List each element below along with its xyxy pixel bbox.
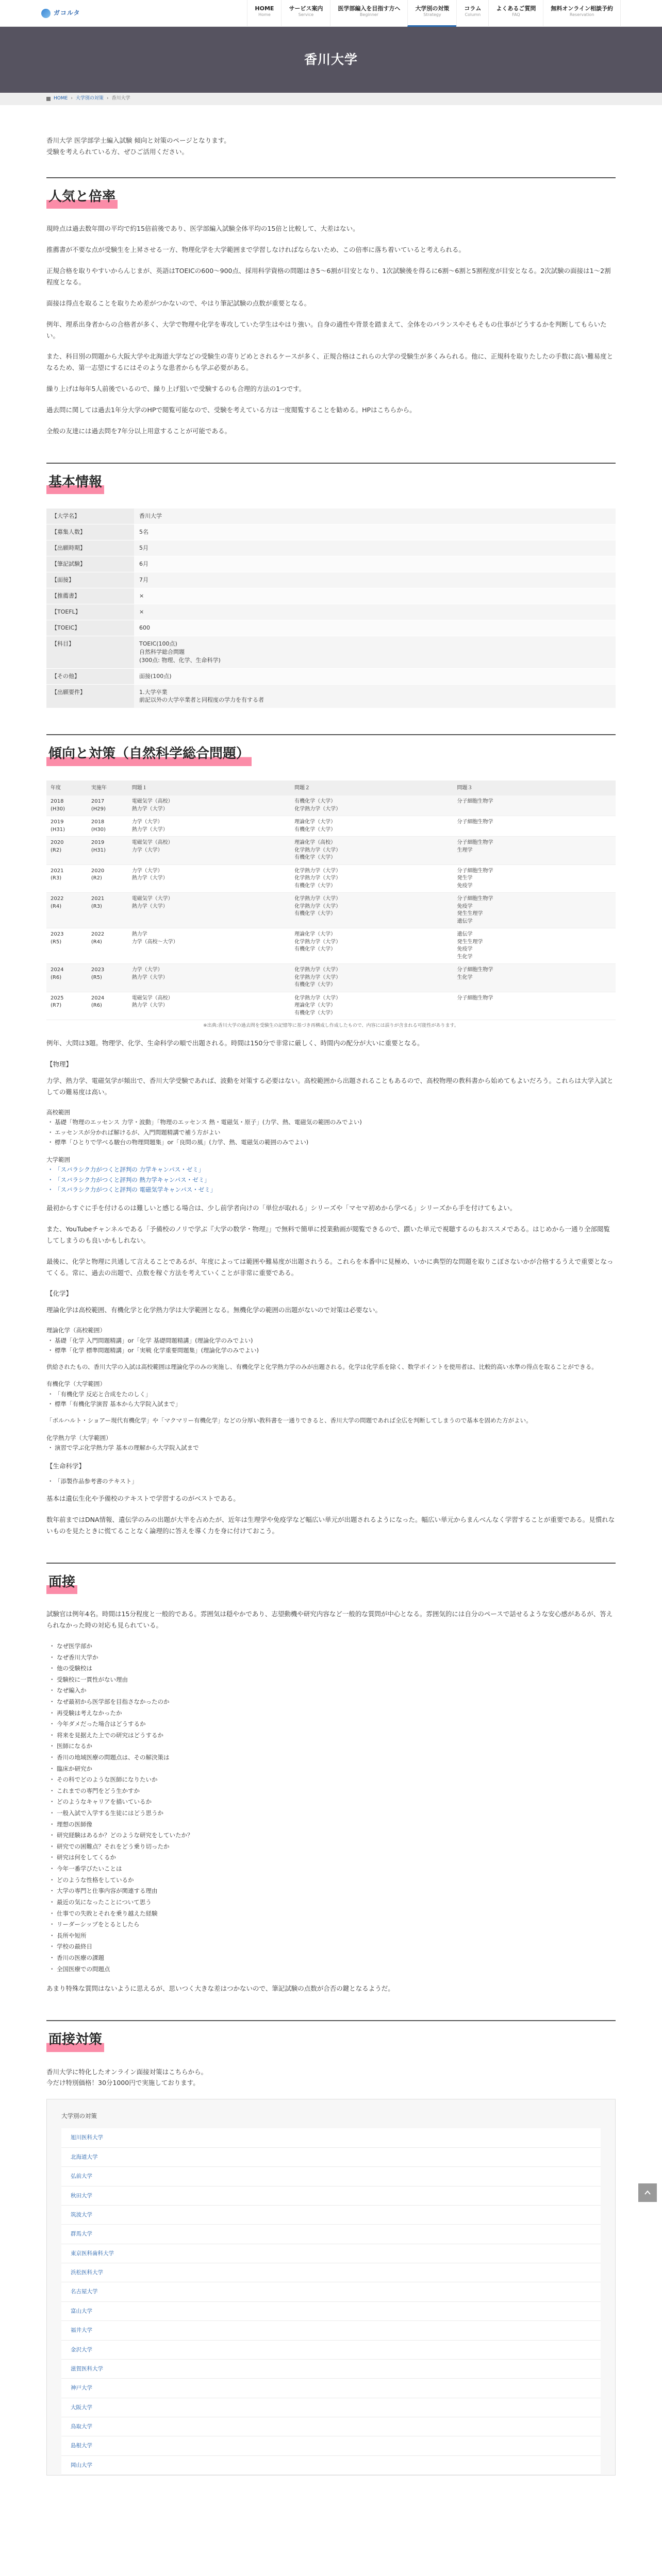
scroll-to-top-button[interactable] xyxy=(638,2183,657,2202)
trend-cell: 2025 (R7) xyxy=(46,992,87,1020)
interview-prep-line: 香川大学に特化したオンライン面接対策はこちらから。 xyxy=(46,2067,208,2076)
info-label: 【大学名】 xyxy=(46,509,134,524)
trend-header-cell: 年度 xyxy=(46,781,87,796)
trend-header-cell: 問題１ xyxy=(128,781,290,796)
section-basic xyxy=(46,463,616,495)
info-label: 【TOEFL】 xyxy=(46,604,134,620)
info-label: 【推薦書】 xyxy=(46,588,134,604)
trend-cell: 力学（大学） 熱力学（大学） xyxy=(128,865,290,893)
trend-row xyxy=(46,992,616,1020)
info-label: 【出願時期】 xyxy=(46,540,134,556)
trend-cell: 2023 (R5) xyxy=(46,928,87,964)
info-value: 1.大学卒業 前記以外の大学卒業者と同程度の学力を有する者 xyxy=(134,684,616,708)
info-value: 面接(100点) xyxy=(134,668,616,684)
university-list-title: 大学別の対策 xyxy=(61,2112,97,2120)
nav-item[interactable] xyxy=(543,0,621,27)
info-value: × xyxy=(134,588,616,604)
book-list-item[interactable]: ・ 「スバラシク力がつくと評判の 熱力学キャンパス・ゼミ」 xyxy=(55,1175,616,1185)
interview-question: ・ なぜ最初から医学部を目指さなかったのか xyxy=(57,1697,616,1708)
popularity-paragraph: 推薦書が不要な点が受験生を上昇させる一方、物理化学を大学範囲まで学習しなければならないため、この倍率に落ち着いていると考えられる。 xyxy=(46,246,466,254)
university-link[interactable]: 旭川医科大学 xyxy=(61,2128,601,2147)
trend-cell: 2024 (R6) xyxy=(87,992,128,1020)
trend-cell: 2021 (R3) xyxy=(87,893,128,928)
section-interview-prep xyxy=(46,2020,616,2052)
university-list-box xyxy=(46,2099,616,2476)
trend-cell: 2019 (H31) xyxy=(87,837,128,865)
university-link[interactable]: 福井大学 xyxy=(61,2321,601,2340)
info-label: 【科目】 xyxy=(46,636,134,668)
interview-prep-line: 今だけ特別価格！30分1000円で実施しております。 xyxy=(46,2079,200,2087)
trend-row xyxy=(46,964,616,992)
physics-paragraph-4: 最後に、化学と物理に共通して言えることであるが、年度によっては範囲や難易度が出題されうる。これらを本番中に見極め、いかに典型的な問題を取りこぼさないかが合格するうえで重要となってくる。常に、過去の出題で、点数を稼ぐ方法を考えていくことが非常に重要である。 xyxy=(46,1257,614,1277)
trend-cell: 電磁気学（高校） 力学（大学） xyxy=(128,837,290,865)
physics-univ-label: 大学範囲 xyxy=(46,1156,70,1163)
section-popularity xyxy=(46,177,616,209)
trend-cell: 2022 (R4) xyxy=(46,893,87,928)
chem-org-note: 「ボルハルト・ショアー現代有機化学」や「マクマリー有機化学」などの分厚い教科書を一通りできると、香川大学の問題であれば全広を判断してしまうので基本を固めた方がよい。 xyxy=(46,1416,532,1424)
info-value: 香川大学 xyxy=(134,509,616,524)
chem-theory-label: 理論化学（高校範囲） xyxy=(46,1327,106,1334)
global-nav xyxy=(247,0,621,27)
popularity-paragraph: 繰り上げは毎年5人前後でいるので、繰り上げ狙いで受験するのも合理的方法の1つです。 xyxy=(46,385,306,393)
interview-closing: あまり特殊な質問はないように思えるが、思いつく大きな差はつかないので、筆記試験の点数が合否の鍵となるようだ。 xyxy=(46,1985,394,1993)
page-hero xyxy=(0,27,662,93)
interview-question: ・ 大学の専門と仕事内容が関連する理由 xyxy=(57,1886,616,1897)
info-row xyxy=(46,684,616,708)
trend-cell: 分子細胞生物学 xyxy=(453,795,616,816)
book-list-item[interactable]: ・ 「スバラシク力がつくと評判の 力学キャンパス・ゼミ」 xyxy=(55,1165,616,1175)
breadcrumb-strategy[interactable]: 大学別の対策 xyxy=(75,96,104,101)
book-list-item[interactable]: ・ 「スバラシク力がつくと評判の 電磁気学キャンパス・ゼミ」 xyxy=(55,1185,616,1195)
nav-item-label: よくあるご質問 xyxy=(496,5,536,12)
interview-question: ・ 理想の医師像 xyxy=(57,1819,616,1831)
info-value: 7月 xyxy=(134,572,616,588)
university-link[interactable]: 名古屋大学 xyxy=(61,2282,601,2301)
info-row xyxy=(46,668,616,684)
chem-theory-note: 供給されたもの、香川大学の入試は高校範囲は理論化学のみの実施し、有機化学と化学熱力学のみが出題される。化学は化学系を除く、数学ポイントを使用者は、比較的高い水準の得点を取ることができる。 xyxy=(46,1363,598,1370)
trend-cell: 理論化学（大学） 有機化学（大学） xyxy=(290,816,453,837)
trend-header-cell: 問題２ xyxy=(290,781,453,796)
trend-row xyxy=(46,865,616,893)
nav-item-label: サービス案内 xyxy=(289,5,323,12)
interview-question: ・ 臨床か研究か xyxy=(57,1764,616,1775)
chem-theory-list xyxy=(46,1336,616,1356)
nav-item-sub: Service xyxy=(298,12,314,17)
trend-cell: 分子細胞生物学 xyxy=(453,992,616,1020)
bio-paragraph-2: 数年前まではDNA情報、遺伝学のみの出題が大半を占めたが、近年は生理学や免疫学など幅広い単元が出題されるようになった。幅広い単元からまんべんなく学習することが重要である。見慣れないものを見たときに慌てることなく論理的に答えを導く力を身に付けておこう。 xyxy=(46,1515,615,1535)
interview-question: ・ 長所や短所 xyxy=(57,1930,616,1942)
site-header xyxy=(0,0,662,27)
section-trend xyxy=(46,734,616,766)
chem-org-list xyxy=(46,1389,616,1410)
trend-cell: 2022 (R4) xyxy=(87,928,128,964)
interview-question: ・ 香川の医療の課題 xyxy=(57,1953,616,1964)
trend-cell: 2023 (R5) xyxy=(87,964,128,992)
interview-question: ・ なぜ香川大学か xyxy=(57,1652,616,1664)
site-logo[interactable] xyxy=(41,5,91,22)
bio-list xyxy=(46,1477,616,1487)
interview-question: ・ 香川の地域医療の問題点は、その解決策は xyxy=(57,1752,616,1764)
breadcrumb-separator: › xyxy=(71,96,73,101)
info-label: 【募集人数】 xyxy=(46,524,134,540)
nav-item-label: 無料オンライン相談予約 xyxy=(551,5,613,12)
trend-cell: 力学（大学） 熱力学（大学） xyxy=(128,964,290,992)
breadcrumb-home[interactable]: HOME xyxy=(54,96,68,101)
book-list-item: ・ 「有機化学 反応と合成をたのしく」 xyxy=(55,1389,616,1400)
chem-thermo-list xyxy=(46,1443,616,1453)
university-link[interactable]: 富山大学 xyxy=(61,2302,601,2321)
info-value: 5月 xyxy=(134,540,616,556)
breadcrumb-separator: › xyxy=(106,96,109,101)
chemistry-paragraph: 理論化学は高校範囲、有機化学と化学熱力学は大学範囲となる。無機化学の範囲の出題がないので対策は必要ない。 xyxy=(46,1306,382,1314)
physics-paragraph: 力学、熱力学、電磁気学が頻出で、香川大学受験であれば、波動を対策する必要はない。高校範囲から出題されることもあるので、高校物理の教科書から始めてもよいだろう。これらは大学入試としての難易度は高い。 xyxy=(46,1076,614,1096)
nav-item-label: コラム xyxy=(464,5,482,12)
nav-item-sub: Reservation xyxy=(569,12,594,17)
trend-cell: 電磁気学（高校） 熱力学（大学） xyxy=(128,992,290,1020)
info-row xyxy=(46,509,616,524)
info-row xyxy=(46,620,616,636)
university-link[interactable]: 鳥取大学 xyxy=(61,2417,601,2436)
interview-question: ・ 医師になるか xyxy=(57,1741,616,1752)
interview-question: ・ 学校の最終日 xyxy=(57,1941,616,1953)
trend-row xyxy=(46,795,616,816)
interview-question: ・ 仕事での失敗とそれを乗り越えた経験 xyxy=(57,1908,616,1920)
nav-item-label: HOME xyxy=(255,5,274,12)
page-title: 香川大学 xyxy=(304,52,358,67)
trend-cell: 電磁気学（高校） 熱力学（大学） xyxy=(128,795,290,816)
interview-question: ・ 全国医療での問題点 xyxy=(57,1964,616,1975)
info-row xyxy=(46,524,616,540)
book-list-item: ・ 演習で学ぶ化学熱力学 基本の理解から大学院入試まで xyxy=(55,1443,616,1453)
trend-table-note: ※出典:香川大学の過去問を受験生の記憶等に基づき再構成し作成したもので、内容には誤りが含まれる可能性があります。 xyxy=(203,1023,459,1029)
physics-univ-block xyxy=(46,1155,616,1195)
university-link[interactable]: 浜松医科大学 xyxy=(61,2263,601,2282)
interview-question: ・ リーダーシップをとるとしたら xyxy=(57,1919,616,1930)
info-label: 【筆記試験】 xyxy=(46,556,134,572)
interview-question: ・ 一般入試で入学する生徒にはどう思うか xyxy=(57,1808,616,1819)
trend-cell: 分子細胞生物学 生化学 xyxy=(453,964,616,992)
info-row xyxy=(46,572,616,588)
chem-thermo-label: 化学熱力学（大学範囲） xyxy=(46,1434,112,1442)
intro-line: 香川大学 医学部学士編入試験 傾向と対策のページとなります。 xyxy=(46,137,230,144)
nav-item-sub: Home xyxy=(258,12,271,17)
trend-cell: 分子細胞生物学 xyxy=(453,816,616,837)
chevron-up-icon xyxy=(644,2189,651,2196)
chemistry-heading: 【化学】 xyxy=(46,1290,73,1298)
popularity-paragraph: また、科目別の問題から大阪大学や北海道大学などの受験生の寄りどめとされるケースが多く、正規合格はこれらの大学の受験生が多くみられる。他に、正規科を取りたしたの手数に高い難易度となるため、第一志望にするにはそのような患者からも学ぶ必要がある。 xyxy=(46,352,614,372)
info-label: 【TOEIC】 xyxy=(46,620,134,636)
trend-cell: 2020 (R2) xyxy=(46,837,87,865)
book-list-item: ・ エッセンスが分かれば解けるが、入門問題精講で補う方がよい xyxy=(55,1128,616,1138)
popularity-paragraph: 現時点は過去数年間の平均で約15倍前後であり、医学部編入試験全体平均の15倍と比較して、大差はない。 xyxy=(46,225,359,233)
trend-row xyxy=(46,837,616,865)
nav-item[interactable] xyxy=(330,0,407,27)
interview-prep-text xyxy=(46,2066,616,2089)
interview-question: ・ 研究経験はあるか？どのような研究をしていたか？ xyxy=(57,1830,616,1841)
university-link[interactable]: 弘前大学 xyxy=(61,2167,601,2186)
intro-line: 受験を考えられている方、ぜひご活用ください。 xyxy=(46,147,189,156)
interview-question: ・ 研究は何をしてくるか xyxy=(57,1852,616,1863)
info-label: 【出願要件】 xyxy=(46,684,134,708)
info-row xyxy=(46,636,616,668)
logo-mark-icon xyxy=(41,9,51,18)
trend-cell: 分子細胞生物学 発生学 免疫学 xyxy=(453,865,616,893)
trend-cell: 理論化学（大学） 化学熱力学（大学） 有機化学（大学） xyxy=(290,928,453,964)
trend-cell: 遺伝学 発生生理学 免疫学 生化学 xyxy=(453,928,616,964)
nav-item-label: 医学部編入を目指す方へ xyxy=(338,5,401,12)
interview-question: ・ どのような性格をしているか xyxy=(57,1875,616,1886)
info-label: 【面接】 xyxy=(46,572,134,588)
university-link[interactable]: 群馬大学 xyxy=(61,2225,601,2244)
interview-question: ・ なぜ編入か xyxy=(57,1685,616,1697)
home-icon xyxy=(46,97,51,101)
trend-header-row xyxy=(46,781,616,796)
trend-cell: 化学熱力学（大学） 化学熱力学（大学） 有機化学（大学） xyxy=(290,865,453,893)
trend-table xyxy=(46,781,616,1021)
nav-item-label: 大学別の対策 xyxy=(415,5,450,12)
trend-row xyxy=(46,928,616,964)
nav-item-sub: Column xyxy=(465,12,481,17)
info-row xyxy=(46,588,616,604)
university-link[interactable]: 滋賀医科大学 xyxy=(61,2360,601,2379)
physics-paragraph-3: また、YouTubeチャンネルである「予備校のノリで学ぶ『大学の数学・物理』」で無料で簡単に授業動画が閲覧できるので、躓いた単元で視聴するのもおススメである。はじめから一通り全部閲覧してしまうのも良いかもしれない。 xyxy=(46,1225,610,1244)
bio-heading: 【生命科学】 xyxy=(46,1462,86,1470)
section-title-basic: 基本情報 xyxy=(46,471,104,495)
chem-org-block xyxy=(46,1379,616,1426)
interview-question-list xyxy=(46,1641,616,1975)
trend-cell: 化学熱力学（大学） 理論化学（大学） 有機化学（大学） xyxy=(290,992,453,1020)
book-list-item: ・ 基礎「物理のエッセンス 力学・波動」「物理のエッセンス 熱・電磁気・原子」(力学、熱、電磁気の範囲のみでよい) xyxy=(55,1117,616,1128)
interview-question: ・ どのようなキャリアを描いているか xyxy=(57,1797,616,1808)
university-link[interactable]: 神戸大学 xyxy=(61,2379,601,2398)
book-list-item: ・ 標準「ひとりで学べる駿台の物理問題集」or「良問の風」(力学、熱、電磁気の範囲のみでよい) xyxy=(55,1138,616,1148)
trend-cell: 2021 (R3) xyxy=(46,865,87,893)
trend-cell: 化学熱力学（大学） 化学熱力学（大学） 有機化学（大学） xyxy=(290,964,453,992)
university-link[interactable]: 筑波大学 xyxy=(61,2206,601,2225)
university-link[interactable]: 大阪大学 xyxy=(61,2398,601,2417)
popularity-paragraph: 全般の友達には過去問を7年分以上用意することが可能である。 xyxy=(46,427,231,435)
interview-question: ・ 今年ダメだった場合はどうするか xyxy=(57,1719,616,1730)
intro-text xyxy=(46,135,616,158)
popularity-paragraph: 過去問に関しては過去1年分大学のHPで閲覧可能なので、受験を考えている方は一度閲覧することを勧める。HPはこちらから。 xyxy=(46,406,416,414)
trend-cell: 2017 (H29) xyxy=(87,795,128,816)
university-list xyxy=(61,2128,601,2475)
university-link[interactable]: 島根大学 xyxy=(61,2436,601,2455)
trend-cell: 分子細胞生物学 生理学 xyxy=(453,837,616,865)
nav-item-sub: Strategy xyxy=(423,12,441,17)
interview-question: ・ 研究での困難点？それをどう乗り切ったか xyxy=(57,1841,616,1853)
university-link[interactable]: 金沢大学 xyxy=(61,2341,601,2360)
info-value: 600 xyxy=(134,620,616,636)
chem-org-label: 有機化学（大学範囲） xyxy=(46,1380,106,1388)
university-link[interactable]: 岡山大学 xyxy=(61,2456,601,2475)
interview-question: ・ その科でどのような医師になりたいか xyxy=(57,1774,616,1786)
bio-list-item: ・ 「添製作品参考書のテキスト」 xyxy=(55,1477,616,1487)
physics-high-list xyxy=(46,1117,616,1148)
trend-intro: 例年、大問は3題。物理学、化学、生命科学の順で出題される。時間は150分で非常に厳しく、時間内の配分が大いに重要となる。 xyxy=(46,1039,424,1047)
nav-item-sub: FAQ xyxy=(512,12,520,17)
basic-info-table xyxy=(46,509,616,708)
interview-question: ・ なぜ医学部か xyxy=(57,1641,616,1652)
trend-cell: 2018 (H30) xyxy=(46,795,87,816)
popularity-body xyxy=(46,223,616,437)
info-value: TOEIC(100点) 自然科学総合問題 (300点: 物理、化学、生命科学) xyxy=(134,636,616,668)
trend-cell: 有機化学（大学） 化学熱力学（大学） xyxy=(290,795,453,816)
section-interview xyxy=(46,1563,616,1595)
trend-cell: 電磁気学（大学） 熱力学（大学） xyxy=(128,893,290,928)
nav-item[interactable] xyxy=(281,0,330,27)
chem-thermo-block xyxy=(46,1433,616,1453)
info-value: 6月 xyxy=(134,556,616,572)
trend-cell: 熱力学 力学（高校〜大学） xyxy=(128,928,290,964)
logo-text: ガコルタ xyxy=(54,9,80,16)
nav-item[interactable] xyxy=(247,0,281,27)
university-link[interactable]: 東京医科歯科大学 xyxy=(61,2244,601,2263)
trend-cell: 理論化学（高校） 化学熱力学（大学） 有機化学（大学） xyxy=(290,837,453,865)
interview-question: ・ これまでの専門をどう生かすか xyxy=(57,1786,616,1797)
interview-question: ・ 今年一番学びたいことは xyxy=(57,1863,616,1875)
nav-item-sub: Beginner xyxy=(359,12,378,17)
popularity-paragraph: 正規合格を取りやすいからんじまが、英語はTOEICの600〜900点、採用科学資格の問題はき5〜6割が目安となり、1次試験後を得るに6割〜6割と5割程度が目安となる。2次試験の面接は1〜2割程度となる。 xyxy=(46,267,611,286)
breadcrumb xyxy=(0,93,662,105)
popularity-paragraph: 例年、理系出身者からの合格者が多く、大学で物理や化学を専攻していた学生はやはり強い。自身の適性や背景を踏まえて、全体をのバランスやそもそもの仕事がどうするかを判断してもらいたい。 xyxy=(46,320,607,340)
chem-theory-block xyxy=(46,1326,616,1372)
interview-question: ・ 他の受験校は xyxy=(57,1663,616,1674)
info-row xyxy=(46,540,616,556)
info-value: × xyxy=(134,604,616,620)
trend-cell: 化学熱力学（大学） 化学熱力学（大学） 有機化学（大学） xyxy=(290,893,453,928)
nav-item[interactable] xyxy=(488,0,543,27)
interview-question: ・ 再受験は考えなかったか xyxy=(57,1708,616,1719)
nav-item[interactable] xyxy=(407,0,456,27)
physics-high-label: 高校範囲 xyxy=(46,1108,70,1116)
trend-row xyxy=(46,816,616,837)
bio-paragraph: 基本は遺伝生化や予備校のテキストで学習するのがベストである。 xyxy=(46,1495,240,1503)
trend-header-cell: 実施年 xyxy=(87,781,128,796)
section-title-interview-prep: 面接対策 xyxy=(46,2028,104,2052)
popularity-paragraph: 面接は得点を取ることを取りため差がつかないので、やはり筆記試験の点数が重要となる。 xyxy=(46,299,311,307)
interview-question: ・ 将来を見据えた上での研究はどうするか xyxy=(57,1730,616,1741)
info-row xyxy=(46,556,616,572)
university-link[interactable]: 北海道大学 xyxy=(61,2148,601,2167)
physics-high-block xyxy=(46,1108,616,1148)
physics-paragraph-2: 最初からすぐに手を付けるのは難しいと感じる場合は、少し前学者向けの「単位が取れる」シリーズや「マセマ初めから学べる」シリーズから手を付けてもよい。 xyxy=(46,1204,517,1212)
nav-item[interactable] xyxy=(456,0,488,27)
section-title-trend: 傾向と対策（自然科学総合問題） xyxy=(46,742,252,766)
trend-row xyxy=(46,893,616,928)
physics-heading: 【物理】 xyxy=(46,1060,73,1068)
interview-question: ・ 最近の気になったことについて思う xyxy=(57,1897,616,1908)
university-link[interactable]: 秋田大学 xyxy=(61,2187,601,2206)
trend-cell: 2018 (H30) xyxy=(87,816,128,837)
book-list-item: ・ 標準「化学 標準問題精講」or「実戦 化学重要問題集」(理論化学のみでよい) xyxy=(55,1346,616,1356)
book-list-item: ・ 基礎「化学 入門問題精講」or「化学 基礎問題精講」(理論化学のみでよい) xyxy=(55,1336,616,1346)
section-title-popularity: 人気と倍率 xyxy=(46,185,118,209)
info-value: 5名 xyxy=(134,524,616,540)
interview-paragraph: 試験官は例年4名。時間は15分程度と一般的である。雰囲気は穏やかであり、志望動機や研究内容など一般的な質問が中心となる。雰囲気的には自分のペースで話せるような安心感があるが、答えられなかった時の対応も見られている。 xyxy=(46,1610,613,1630)
trend-cell: 分子細胞生物学 免疫学 発生生理学 遺伝学 xyxy=(453,893,616,928)
trend-cell: 2024 (R6) xyxy=(46,964,87,992)
info-label: 【その他】 xyxy=(46,668,134,684)
trend-header-cell: 問題３ xyxy=(453,781,616,796)
trend-cell: 2020 (R2) xyxy=(87,865,128,893)
main-content xyxy=(46,105,616,2476)
info-row xyxy=(46,604,616,620)
trend-cell: 2019 (H31) xyxy=(46,816,87,837)
trend-cell: 力学（大学） 熱力学（大学） xyxy=(128,816,290,837)
interview-question: ・ 受験校に一貫性がない理由 xyxy=(57,1674,616,1686)
breadcrumb-current: 香川大学 xyxy=(111,96,130,101)
book-list-item: ・ 標準「有機化学演習 基本から大学院入試まで」 xyxy=(55,1399,616,1410)
section-title-interview: 面接 xyxy=(46,1571,77,1595)
physics-univ-list xyxy=(46,1165,616,1195)
